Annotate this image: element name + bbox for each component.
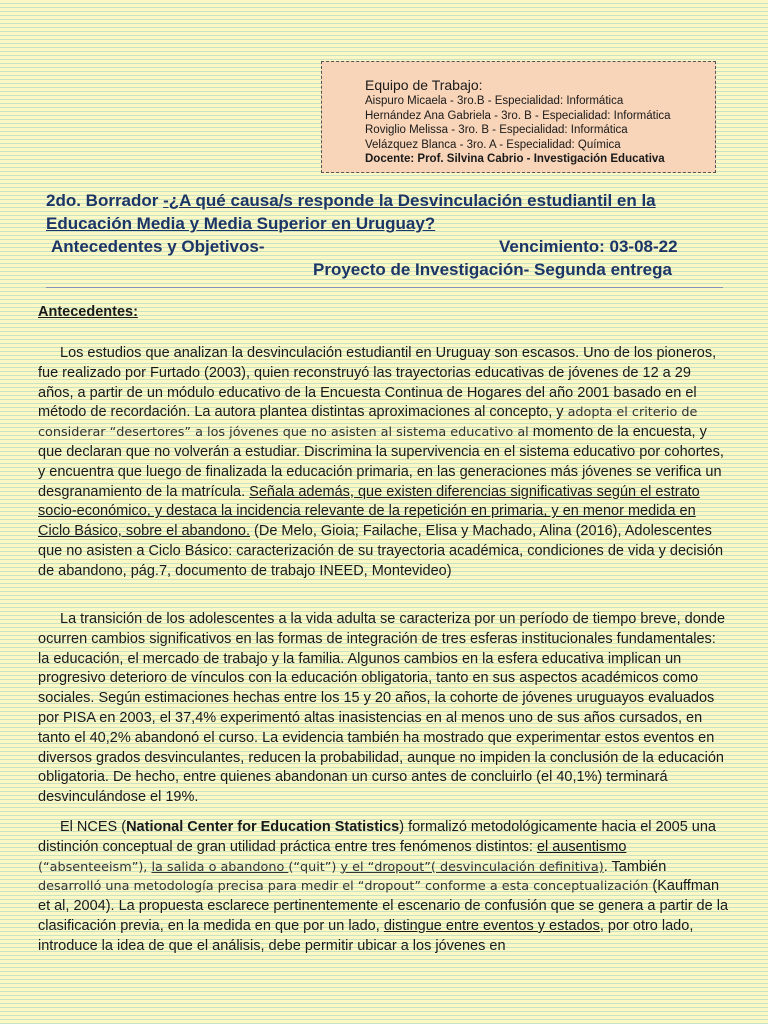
draft-label: 2do. Borrador	[46, 191, 164, 210]
team-member: Velázquez Blanca - 3ro. A - Especialidad: Química	[365, 138, 621, 151]
p3-text-c: (“absenteeism”),	[38, 859, 152, 875]
section-label: Antecedentes y Objetivos-	[51, 237, 265, 256]
paragraph-2	[38, 610, 730, 808]
p3-u2: la salida o abandono	[151, 859, 289, 875]
p3-u4: distingue entre eventos y estados	[383, 917, 600, 934]
paragraph-3	[38, 818, 730, 957]
team-member: Roviglio Melissa - 3ro. B - Especialidad: Informática	[365, 124, 628, 136]
p3-nces: National Center for Education Statistics	[126, 819, 400, 835]
p1-text-a: Los estudios que analizan la desvinculación estudiantil en Uruguay son escasos. Uno de los pioneros, fue realizado por Furtado (2003), quien reconstruyó las trayectorias educativas de jóvenes de 12 a 29 años, a partir de un módulo educativo de la Encuesta Continua de Hogares del año 2001 basado en el método de recordación. La autora plantea distintas aproximaciones al concepto, y	[38, 345, 717, 421]
p3-text-a: El NCES (	[60, 819, 127, 835]
team-docente: Docente: Prof. Silvina Cabrio - Investigación Educativa	[365, 153, 665, 165]
team-member: Hernández Ana Gabriela - 3ro. B - Especialidad: Informática	[365, 109, 671, 122]
team-title: Equipo de Trabajo:	[365, 77, 483, 93]
p1-text-d: (De Melo, Gioia; Failache, Elisa y Machado, Alina (2016), Adolescentes que no asisten a Ciclo Básico: caracterización de su trayectoria académica, condiciones de vida y decisión de abandono, pág.7, documento de trabajo INEED, Montevideo)	[38, 523, 724, 579]
p1-underlined: Señala además, que existen diferencias significativas según el estrato socio-económico, y destaca la incidencia relevante de la repetición en primaria, y en menor medida en Ciclo Básico, sobre el abandono.	[38, 483, 700, 540]
p3-text-d: (“quit”)	[288, 859, 341, 875]
document-title-line2	[46, 213, 736, 235]
project-label: Proyecto de Investigación- Segunda entrega	[313, 260, 672, 279]
section-title-antecedentes: Antecedentes:	[38, 304, 138, 320]
p2-text: La transición de los adolescentes a la vida adulta se caracteriza por un período de tiempo breve, donde ocurren cambios significativos en las formas de integración de tres esferas institucionales fundamentales: la educación, el mercado de trabajo y la familia. Algunos cambios en la esfera educativa implican un progresivo deterioro de vínculos con la educación obligatoria, tanto en sus aspectos académicos como sociales. Según estimaciones hechas entre los 15 y 20 años, la cohorte de jóvenes uruguayos evaluados por PISA en 2003, el 37,4% experimentó altas inasistencias en al menos uno de sus años cursados, en tanto el 40,2% abandonó el curso. La evidencia también ha mostrado que experimentar estos eventos en diversos grados desvinculantes, reducen la probabilidad, aunque no impiden la conclusión de la educación obligatoria. De hecho, entre quienes abandonan un curso antes de concluirlo (el 40,1%) terminará desvinculándose el 19%.	[38, 611, 726, 806]
p3-text-h: , por otro lado, introduce la idea de que el análisis, debe permitir ubicar a los jóvenes en	[38, 917, 694, 954]
p1-text-c: momento de la encuesta, y que declaran que no volverán a estudiar. Discrimina la supervivencia en el sistema educativo por cohortes, y encuentra que luego de finalizada la educación primaria, en las generaciones más jóvenes se verifica un desgranamiento de la matrícula.	[38, 424, 724, 500]
team-member: Aispuro Micaela - 3ro.B - Especialidad: Informática	[365, 95, 624, 107]
p1-text-b: adopta el criterio de considerar “desertores” a los jóvenes que no asisten al sistema educativo al	[38, 405, 698, 441]
document-title	[46, 190, 736, 212]
p3-text-e: . También	[603, 858, 667, 875]
p3-u3: y el “dropout”( desvinculación definitiva)	[340, 859, 604, 875]
p3-text-f: desarrolló una metodología precisa para medir el “dropout” conforme a esta conceptualización	[38, 879, 649, 895]
research-question-line2[interactable]: Educación Media y Media Superior en Uruguay?	[46, 214, 436, 233]
research-question-line1[interactable]: -¿A qué causa/s responde la Desvinculación estudiantil en la	[163, 191, 656, 210]
due-date: Vencimiento: 03-08-22	[499, 237, 678, 256]
team-box	[321, 61, 716, 173]
p3-text-g: (Kauffman et al, 2004). La propuesta esclarece pertinentemente el escenario de confusión que se genera a partir de la clasificación previa, en la medida en que por un lado,	[38, 878, 729, 934]
p3-u1: el ausentismo	[536, 838, 627, 855]
divider	[46, 287, 723, 288]
p3-text-b: ) formalizó metodológicamente hacia el 2005 una distinción conceptual de gran utilidad práctica entre tres fenómenos distintos:	[38, 819, 716, 855]
paragraph-1	[38, 344, 730, 582]
